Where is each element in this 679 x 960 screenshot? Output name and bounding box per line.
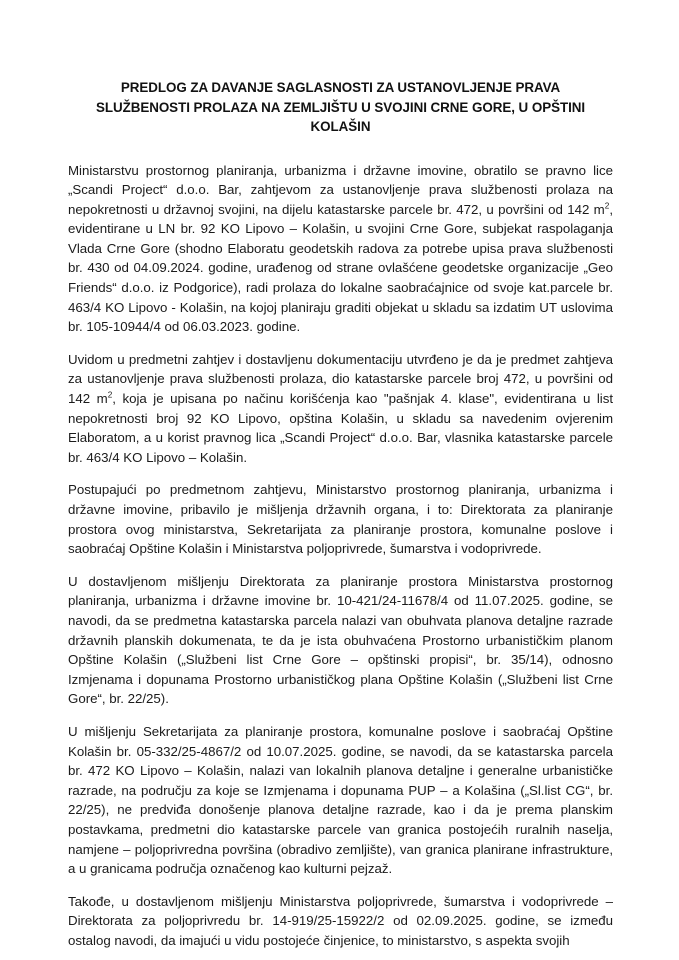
body-paragraph-6: Takođe, u dostavljenom mišljenju Ministarstva poljoprivrede, šumarstva i vodoprivrede – Direktorata za poljoprivredu br. 14-919/25-15922/2 od 02.09.2025. godine, se između ostalog navodi, da imajući u vidu postojeće činjenice, to ministarstvo, s aspekta svojih: [68, 893, 613, 948]
page-title-line-2: SLUŽBENOSTI PROLAZA NA ZEMLJIŠTU U SVOJINI CRNE GORE, U OPŠTINI: [95, 99, 586, 115]
body-paragraph-5: U mišljenju Sekretarijata za planiranje prostora, komunalne poslove i saobraćaj Opštine Kolašin br. 05-332/25-4867/2 od 10.07.2025. godine, se navodi, da se katastarska parcela br. 472 KO Lipovo – Kolašin, nalazi van lokalnih planova detaljne i generalne urbanističke razrade, na području za koje se Izmjenama i dopunama PUP – a Kolašina („Sl.list CG“, br. 22/25), ne predviđa donošenje planova detaljne razrade, kao i da je prema planskim postavkama, predmetni dio katastarske parcele van granica postojećih ruralnih naselja, namjene – poljoprivredna površina (obradivo zemljište), van granica planirane infrastrukture, a u granicama područja označenog kao kulturni pejzaž.: [68, 723, 613, 877]
paragraph-1-text-b: , evidentirane u LN br. 92 KO Lipovo – Kolašin, u svojini Crne Gore, subjekat raspolaganja Vlada Crne Gore (shodno Elaboratu geodetskih radova za potrebe upisa prava službenosti br. 430 od 04.09.2024. godine, urađenog od strane ovlašćene geodetske organizacije „Geo Friends“ d.o.o. iz Podgorice), radi prolaza do lokalne saobraćajnice od svoje kat.parcele br. 463/4 KO Lipovo - Kolašin, na kojoj planiraju graditi objekat u skladu sa izdatim UT uslovima br. 105-10944/4 od 06.03.2023. godine.: [68, 201, 613, 335]
body-paragraph-4: U dostavljenom mišljenju Direktorata za planiranje prostora Ministarstva prostornog planiranja, urbanizma i državne imovine br. 10-421/24-11678/4 od 11.07.2025. godine, se navodi, da se predmetna katastarska parcela nalazi van obuhvata planova detaljne razrade državnih planskih dokumenata, te da je ista obuhvaćena Prostorno urbanističkim planom Opštine Kolašin („Službeni list Crne Gore – opštinski propisi“, br. 35/14), odnosno Izmjenama i dopunama Prostorno urbanističkog plana Opštine Kolašin („Službeni list Crne Gore“, br. 22/25).: [68, 573, 613, 707]
paragraph-2-superscript: 2: [107, 390, 113, 400]
paragraph-1-text-a: Ministarstvu prostornog planiranja, urbanizma i državne imovine, obratilo se pravno lice „Scandi Project“ d.o.o. Bar, zahtjevom za ustanovljenje prava službenosti prolaza na nepokretnosti u državnoj svojini, na dijelu katastarske parcele br. 472, u površini od 142 m: [68, 162, 613, 217]
body-paragraph-1: [68, 161, 613, 337]
page-title-line-3: KOLAŠIN: [310, 119, 371, 134]
body-paragraph-2: [68, 350, 613, 468]
page-title-line-1: PREDLOG ZA DAVANJE SAGLASNOSTI ZA USTANOVLJENJE PRAVA: [120, 80, 561, 95]
document-content: [68, 78, 613, 950]
body-paragraph-3: Postupajući po predmetnom zahtjevu, Ministarstvo prostornog planiranja, urbanizma i državne imovine, pribavilo je mišljenja državnih organa, i to: Direktorata za planiranje prostora ovog ministarstva, Sekretarijata za planiranje prostora, komunalne poslove i saobraćaj Opštine Kolašin i Ministarstva poljoprivrede, šumarstva i vodoprivrede.: [68, 482, 613, 557]
paragraph-1-superscript: 2: [604, 201, 610, 211]
page-title: [68, 78, 613, 137]
paragraph-2-text-b: , koja je upisana po načinu korišćenja kao "pašnjak 4. klase", evidentirana u list nepokretnosti broj 92 KO Lipovo, opština Kolašin, u skladu sa navedenim ovjerenim Elaboratom, a u korist pravnog lica „Scandi Project“ d.o.o. Bar, vlasnika katastarske parcele br. 463/4 KO Lipovo – Kolašin.: [68, 391, 613, 465]
paragraph-2-text-a: Uvidom u predmetni zahtjev i dostavljenu dokumentaciju utvrđeno je da je predmet zahtjeva za ustanovljenje prava službenosti prolaza, dio katastarske parcele broj 472, u površini od 142 m: [68, 351, 613, 407]
